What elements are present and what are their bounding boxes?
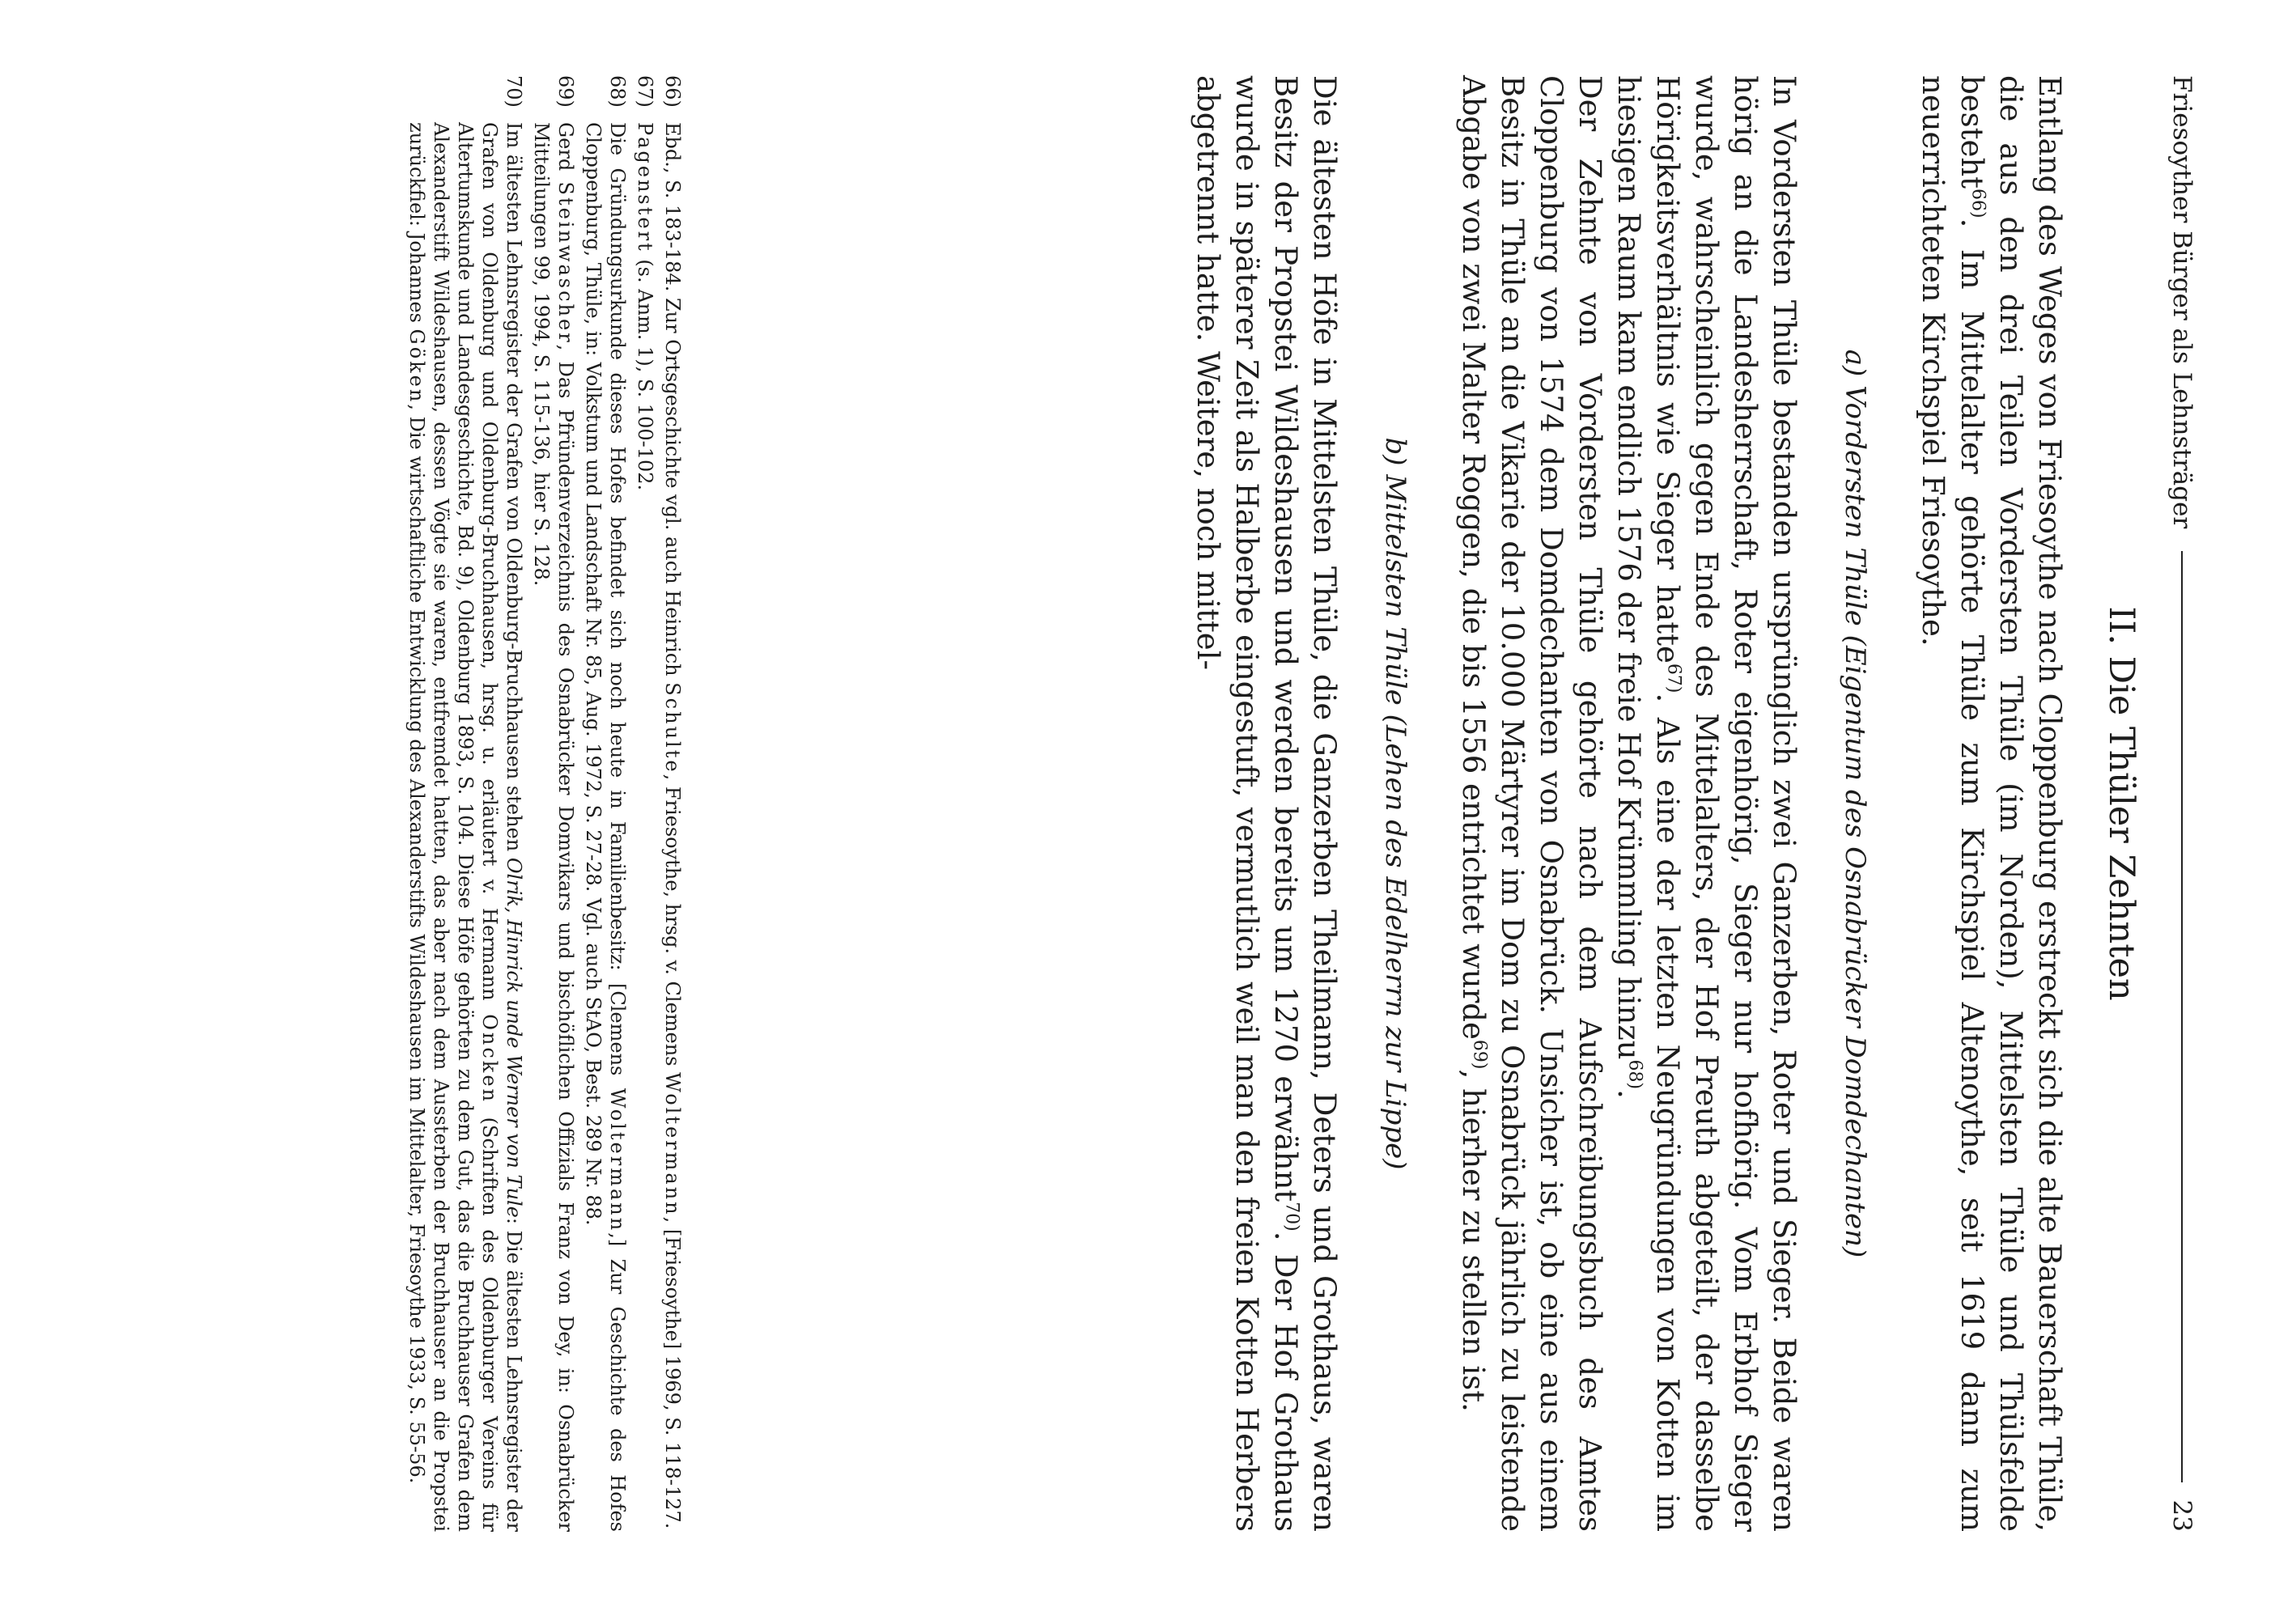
text-run: Die ältesten Höfe in Mittelsten Thüle, die Ganzerben Theilmann, Deters und Grothaus, waren Besitz der Propstei Wildeshausen und werden bereits um 1270 erwähnt: [1268, 75, 1342, 1532]
footnote-70: [405, 75, 526, 1532]
text-run: : Die ältesten Lehnsregister der Grafen von Oldenburg und Oldenburg-Bruchhausen, hrsg. u. erläutert v. Hermann: [478, 122, 525, 1533]
text-run: In Vordersten Thüle bestanden ursprünglich zwei Ganzerben, Roter und Sieger. Beide waren hörig an die Landesherrschaft, Roter eigenhörig, Sieger nur hofhörig. Vom Erbhof Sieger wurde, wahrscheinlich gegen Ende des Mittelalters, der Hof Preuth abgeteilt, der dasselbe Hörigkeitsverhältnis wie Sieger hatte: [1650, 75, 1802, 1532]
footnote-66: [660, 75, 685, 1532]
footnote-text: [529, 122, 578, 1532]
footnote-ref-66: 66): [1967, 189, 1989, 218]
subsection-a-paragraph-2: [1454, 75, 1609, 1532]
intro-text-2: . Im Mittelalter gehörte Thüle zum Kirchspiel Altenoythe, seit 1619 dann zum neuerrichteten Kirchspiel Friesoythe.: [1916, 75, 1989, 1532]
footnote-number: 68): [606, 75, 629, 108]
subsection-b-paragraph-1: [1188, 75, 1343, 1532]
text-run: (s. Anm. 1), S. 100-102.: [634, 252, 656, 491]
text-run: . Als eine der letzten Neugründungen von Kotten im hiesigen Raum kam endlich 1576 der freie Hof Krümmling hinzu: [1611, 75, 1685, 1532]
footnote-text: [581, 122, 630, 1532]
footnote-ref-68: 68): [1624, 1059, 1645, 1090]
subsection-a-heading: a) Vordersten Thüle (Eigentum des Osnabrücker Domdechanten): [1839, 349, 1871, 1258]
text-run: Der Zehnte von Vordersten Thüle gehörte nach dem Aufschreibungsbuch des Amtes Cloppenburg von 1574 dem Domdechanten von Osnabrück. Unsicher ist, ob eine aus einem Besitz in Thüle an die Vikarie der 10.000 Märtyrer im Dom zu Osnabrück jährlich zu leistende Abgabe von zwei Malter Roggen, die bis 1556 entrichtet wurde: [1456, 75, 1607, 1532]
text-run: Gerd: [554, 122, 577, 182]
author-name: Steinwascher: [554, 181, 577, 345]
footnote-text: [633, 122, 657, 1532]
footnote-ref-70: 70): [1281, 1202, 1302, 1232]
text-run: , Friesoythe, hrsg. v. Clemens: [661, 774, 684, 1073]
running-header: [2158, 75, 2206, 1532]
footnote-number: 69): [554, 75, 577, 108]
section-title: II. Die Thüler Zehnten: [2101, 606, 2141, 1001]
author-name: Pagenstert: [634, 122, 656, 253]
text-run: (Schriften des Oldenburger Vereins für Altertumskunde und Landesgeschichte, Bd. 9), Oldenburg 1893, S. 104. Diese Höfe gehörten zu dem Gut, das die Bruchhauser Grafen dem Alexanderstift Wildeshausen, dessen Vögte sie waren, entfremdet hatten, das aber nach dem Aussterben der Bruchhauser an die Propstei zurückfiel: Johannes: [405, 122, 501, 1533]
text-run: , [Friesoythe] 1969, S. 118-127.: [661, 1216, 684, 1529]
text-run: , Die wirtschaftliche Entwicklung des Alexanderstifts Wildeshausen im Mittelalter, Friesoythe 1933, S. 55-56.: [405, 404, 428, 1484]
italic-quote: Olrik, Hinrick unde Werner von Tule: [503, 857, 525, 1218]
author-name: Göken: [405, 329, 428, 405]
page-number: 23: [2167, 1499, 2196, 1532]
rotated-book-page: [37, 27, 2255, 1596]
running-title: Friesoyther Bürger als Lehnsträger: [2167, 75, 2196, 529]
subsection-b-heading: b) Mittelsten Thüle (Lehen des Edelherrn zur Lippe): [1379, 437, 1411, 1170]
footnote-ref-69: 69): [1469, 1039, 1490, 1070]
author-name: Oncken: [478, 1014, 501, 1105]
footnote-number: 67): [634, 75, 656, 108]
footnotes: [401, 75, 685, 1532]
author-name: Woltermann: [661, 1072, 684, 1217]
text-run: .: [1611, 1089, 1646, 1099]
footnote-68: [581, 75, 630, 1532]
intro-text-1: Entlang des Weges von Friesoythe nach Cloppenburg erstreckt sich die alte Bauerschaft Thüle, die aus den drei Teilen Vordersten Thüle (im Norden), Mittelsten Thüle und Thülsfelde besteht: [1955, 75, 2067, 1532]
footnote-number: 70): [503, 75, 525, 108]
text-run: Die Gründungsurkunde dieses Hofes befindet sich noch heute in Familienbesitz: [Clemens: [606, 122, 629, 1088]
author-name: Woltermann: [606, 1088, 629, 1233]
header-rule: [2181, 551, 2183, 1482]
text-run: ,] Zur Geschichte des Hofes Cloppenburg, Thüle, in: Volkstum und Landschaft Nr. 85, Aug. 1972, S. 27-28. Vgl. auch StAO, Best. 289 Nr. 88.: [582, 122, 629, 1533]
subsection-a-paragraph-1: [1609, 75, 1803, 1532]
main-text: [1188, 75, 2141, 1532]
text-run: . Der Hof Grothaus wurde in späterer Zeit als Halberbe eingestuft, vermutlich weil man den freien Kotten Herbers abgetrennt hatte. Weitere, noch mittel-: [1191, 75, 1303, 1532]
intro-paragraph: [1913, 75, 2069, 1532]
text-run: Ebd., S. 183-184. Zur Ortsgeschichte vgl. auch Heinrich: [661, 122, 684, 683]
author-name: Schulte: [661, 682, 684, 774]
footnote-ref-67: 67): [1663, 663, 1684, 693]
text-run: , Das Pfründenverzeichnis des Osnabrücker Domvikars und bischöflichen Offizials Franz von Dey, in: Osnabrücker Mitteilungen 99, 1994, S. 115-136, hier S. 128.: [530, 122, 577, 1532]
text-run: , hierher zu stellen ist.: [1456, 1069, 1491, 1412]
footnote-67: [633, 75, 657, 1532]
footnote-text: [660, 122, 685, 1532]
footnote-69: [529, 75, 578, 1532]
text-run: Im ältesten Lehnsregister der Grafen von Oldenburg-Bruchhausen stehen: [503, 122, 525, 858]
footnote-text: [405, 122, 526, 1532]
footnote-number: 66): [661, 75, 684, 108]
